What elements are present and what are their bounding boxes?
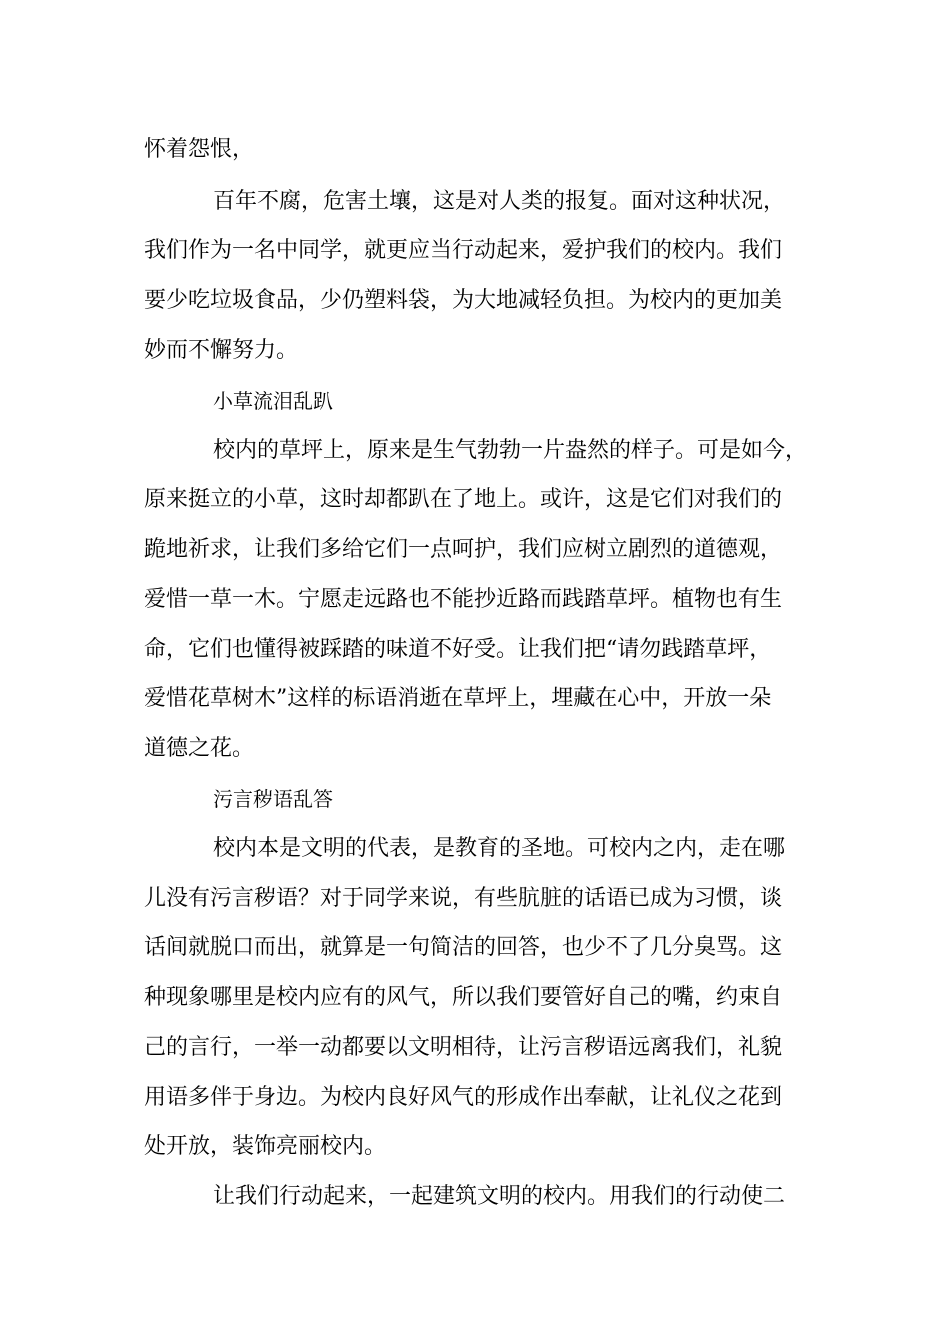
text-line: 爱惜花草树木”这样的标语消逝在草坪上，埋藏在心中，开放一朵 bbox=[144, 686, 772, 711]
section-heading: 小草流泪乱趴 bbox=[213, 389, 333, 413]
text-line: 命，它们也懂得被踩踏的味道不好受。让我们把“请勿践踏草坪， bbox=[144, 637, 772, 662]
text-line: 怀着怨恨， bbox=[144, 137, 255, 162]
text-line: 要少吃垃圾食品，少仍塑料袋，为大地减轻负担。为校内的更加美 bbox=[144, 288, 783, 313]
text-line: 种现象哪里是校内应有的风气，所以我们要管好自己的嘴，约束自 bbox=[144, 985, 783, 1010]
text-line: 跪地祈求，让我们多给它们一点呵护，我们应树立剧烈的道德观， bbox=[144, 537, 783, 562]
text-line: 爱惜一草一木。宁愿走远路也不能抄近路而践踏草坪。植物也有生 bbox=[144, 587, 783, 612]
text-line: 校内的草坪上，原来是生气勃勃一片盎然的样子。可是如今， bbox=[213, 438, 808, 463]
text-line: 用语多伴于身边。为校内良好风气的形成作出奉献，让礼仪之花到 bbox=[144, 1085, 783, 1110]
text-line: 百年不腐，危害土壤，这是对人类的报复。面对这种状况， bbox=[213, 189, 786, 214]
text-line: 让我们行动起来，一起建筑文明的校内。用我们的行动使二 bbox=[213, 1184, 786, 1209]
text-line: 道德之花。 bbox=[144, 736, 255, 761]
text-line: 原来挺立的小草，这时却都趴在了地上。或许，这是它们对我们的 bbox=[144, 487, 783, 512]
text-line: 处开放，装饰亮丽校内。 bbox=[144, 1134, 387, 1159]
text-line: 我们作为一名中同学，就更应当行动起来，爱护我们的校内。我们 bbox=[144, 238, 783, 263]
section-heading: 污言秽语乱答 bbox=[213, 787, 333, 811]
text-line: 话间就脱口而出，就算是一句简洁的回答，也少不了几分臭骂。这 bbox=[144, 935, 783, 960]
text-line: 儿没有污言秽语？对于同学来说，有些肮脏的话语已成为习惯，谈 bbox=[144, 886, 783, 911]
text-line: 妙而不懈努力。 bbox=[144, 338, 299, 363]
text-line: 校内本是文明的代表，是教育的圣地。可校内之内，走在哪 bbox=[213, 836, 786, 861]
text-line: 己的言行，一举一动都要以文明相待，让污言秽语远离我们，礼貌 bbox=[144, 1035, 783, 1060]
